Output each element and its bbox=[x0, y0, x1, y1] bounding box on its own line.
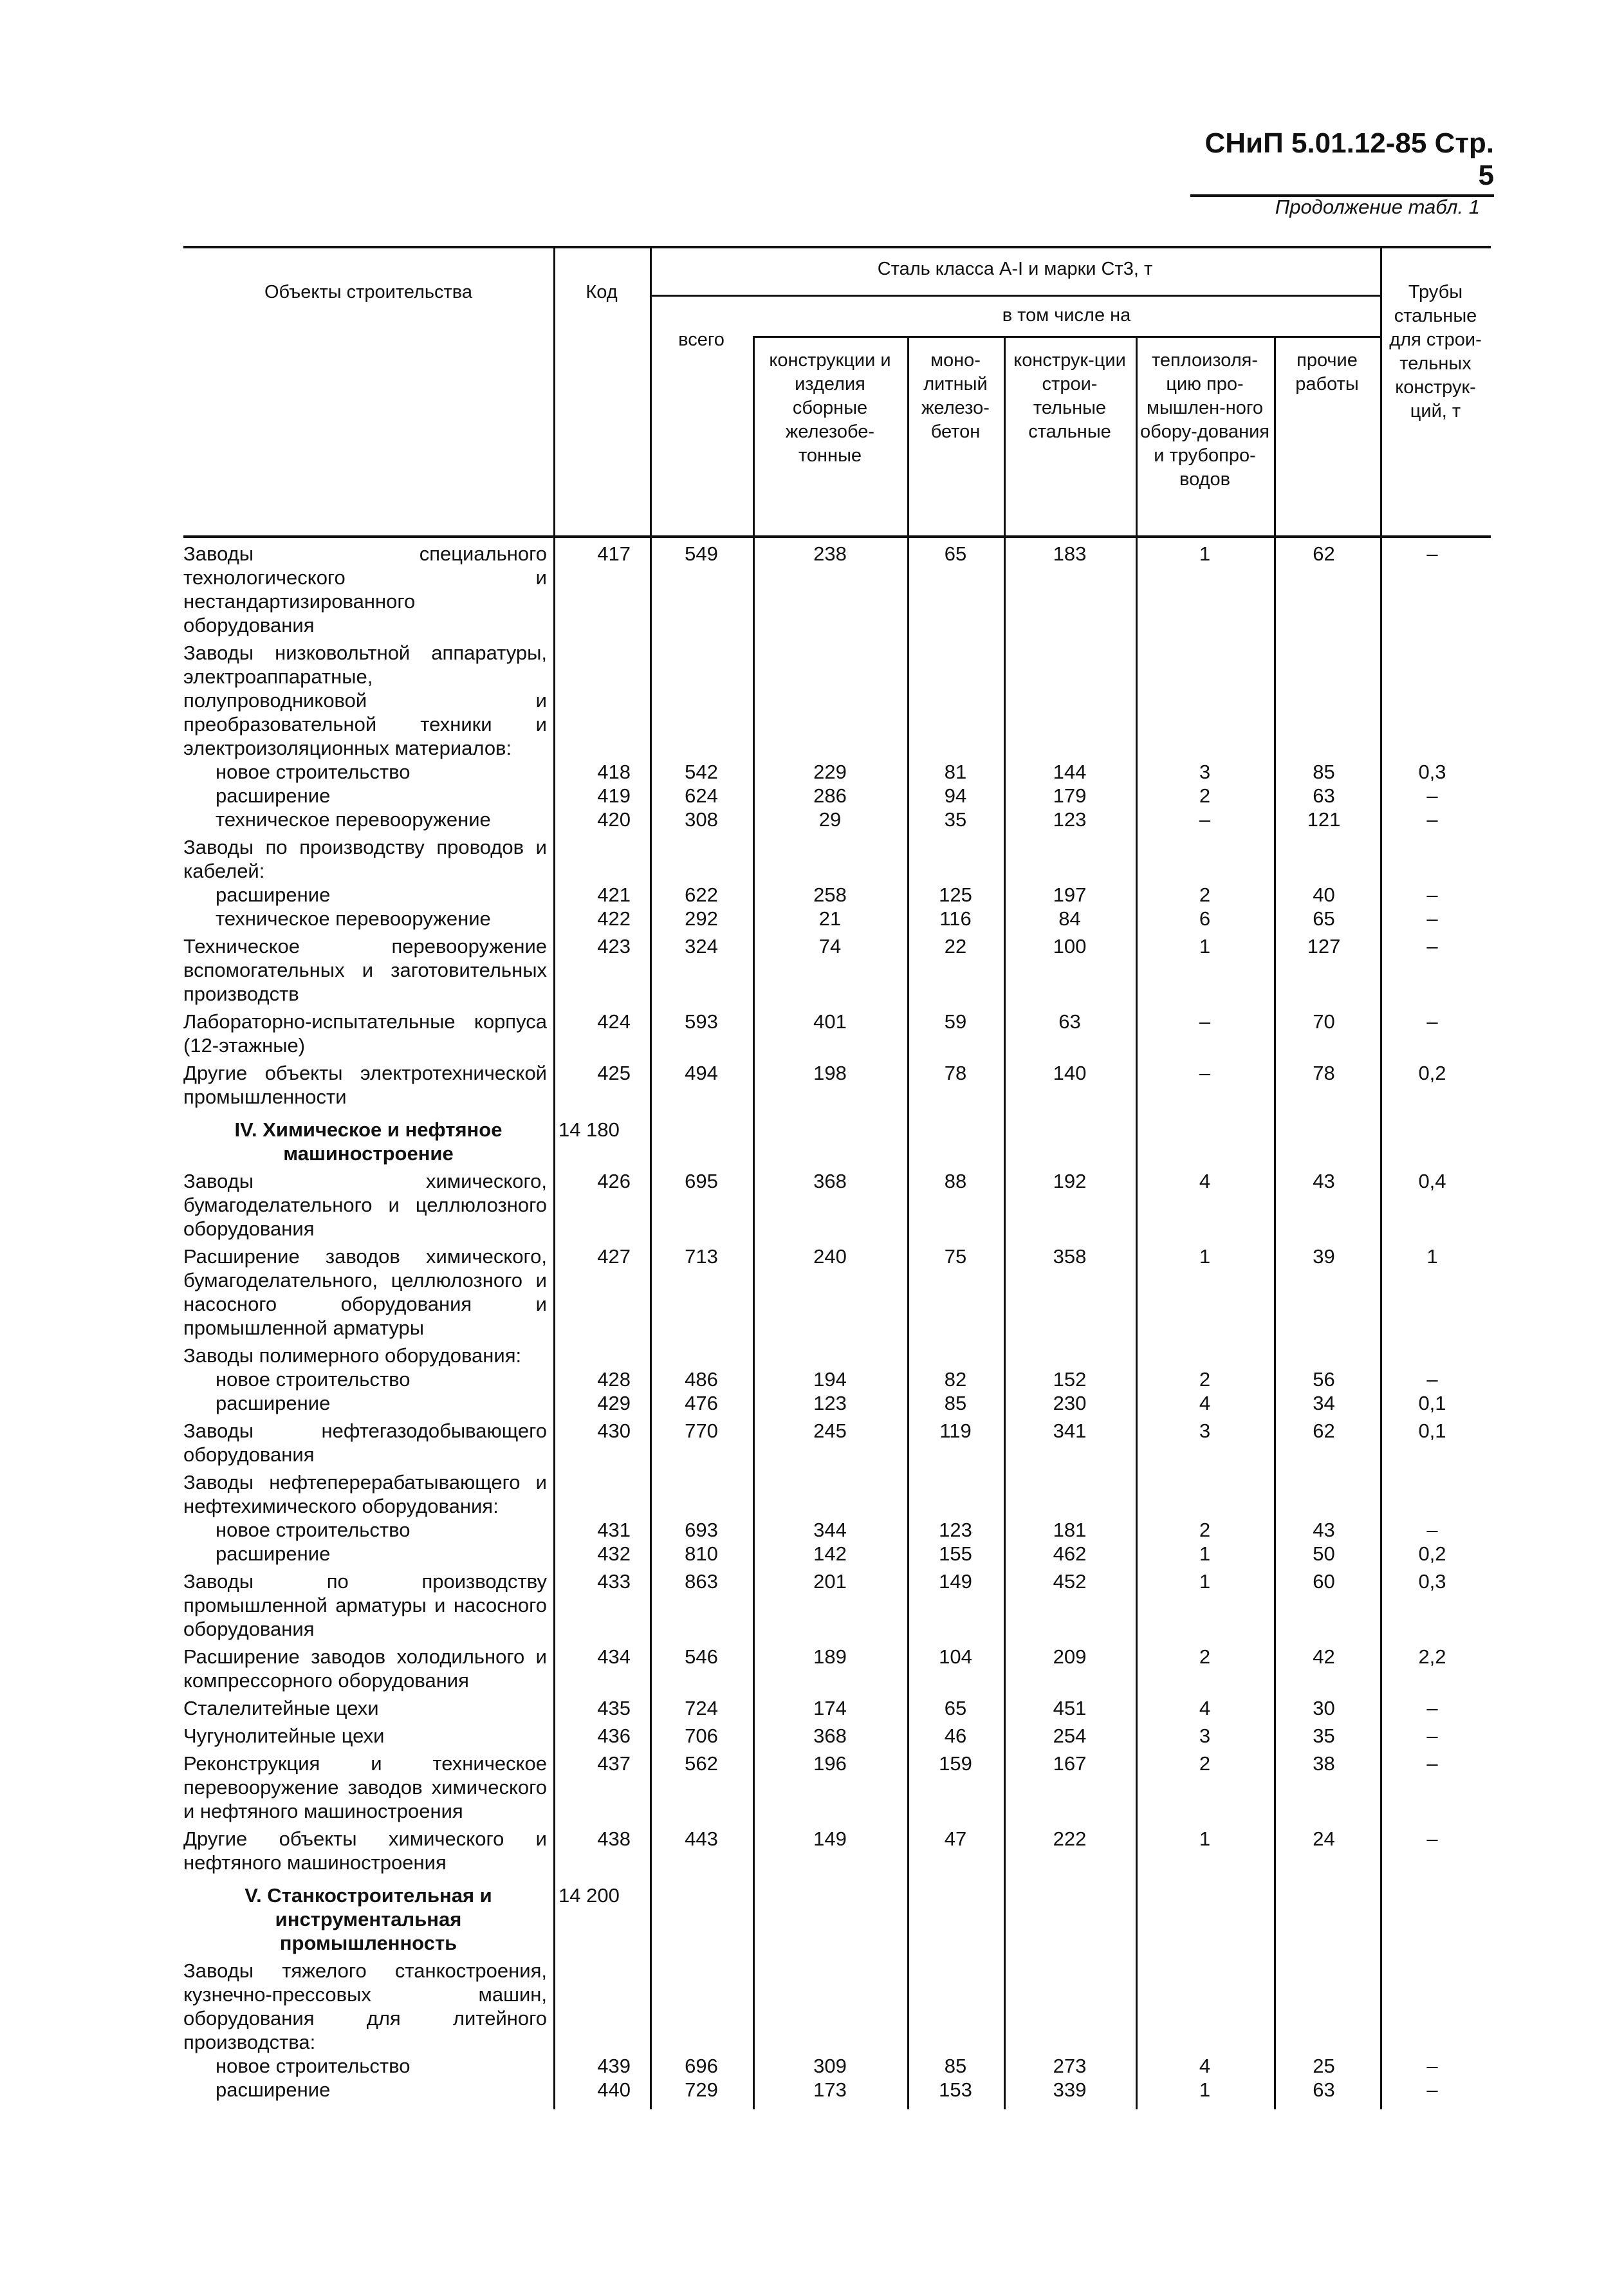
row-name: V. Станкостроительная и инструментальная промышленность bbox=[245, 1884, 492, 1954]
row-insulation: 2 bbox=[1199, 1368, 1211, 1391]
row-code: 436 bbox=[597, 1725, 631, 1747]
row-name: Заводы низковольтной аппаратуры, электроаппаратные, полупроводниковой и преобразовательной техники и электроизоляционных материалов: bbox=[183, 642, 547, 759]
row-name: Другие объекты химического и нефтяного машиностроения bbox=[183, 1827, 547, 1874]
row-insulation: – bbox=[1199, 1010, 1211, 1033]
row-insulation: 1 bbox=[1199, 1245, 1211, 1268]
row-pipes: – bbox=[1426, 884, 1438, 906]
row-pipes: – bbox=[1426, 542, 1438, 565]
row-steel-structures: 230 bbox=[1053, 1392, 1087, 1414]
row-pipes: – bbox=[1426, 784, 1438, 807]
row-steel-structures: 341 bbox=[1053, 1420, 1087, 1442]
row-monolithic: 149 bbox=[939, 1570, 972, 1593]
row-insulation: 2 bbox=[1199, 884, 1211, 906]
steel-group-rule bbox=[650, 295, 1380, 297]
row-other-works: 65 bbox=[1313, 907, 1335, 930]
row-total: 624 bbox=[685, 784, 718, 807]
row-steel-structures: 167 bbox=[1053, 1752, 1087, 1775]
row-monolithic: 155 bbox=[939, 1542, 972, 1565]
row-steel-structures: 197 bbox=[1053, 884, 1087, 906]
row-code: 440 bbox=[597, 2078, 631, 2101]
row-other-works: 30 bbox=[1313, 1697, 1335, 1719]
row-monolithic: 59 bbox=[944, 1010, 967, 1033]
row-precast: 198 bbox=[813, 1062, 847, 1084]
table-row bbox=[183, 1391, 1491, 1415]
row-monolithic: 65 bbox=[944, 1697, 967, 1719]
row-name: техническое перевооружение bbox=[216, 808, 491, 831]
row-name: расширение bbox=[216, 784, 331, 807]
table-row bbox=[183, 1566, 1491, 1641]
row-monolithic: 85 bbox=[944, 2055, 967, 2077]
row-precast: 258 bbox=[813, 884, 847, 906]
row-insulation: 3 bbox=[1199, 1725, 1211, 1747]
row-precast: 74 bbox=[818, 935, 842, 958]
table-row bbox=[183, 784, 1491, 808]
row-pipes: – bbox=[1426, 1752, 1438, 1775]
row-pipes: 1 bbox=[1426, 1245, 1438, 1268]
row-monolithic: 78 bbox=[944, 1062, 967, 1084]
row-pipes: – bbox=[1426, 1697, 1438, 1719]
row-other-works: 60 bbox=[1313, 1570, 1335, 1593]
row-pipes: 0,4 bbox=[1418, 1170, 1446, 1192]
row-total: 324 bbox=[685, 935, 718, 958]
row-total: 810 bbox=[685, 1542, 718, 1565]
row-name: Заводы по производству проводов и кабелей: bbox=[183, 836, 547, 882]
row-code: 421 bbox=[597, 884, 631, 906]
row-other-works: 63 bbox=[1313, 2078, 1335, 2101]
row-total: 706 bbox=[685, 1725, 718, 1747]
row-code: 438 bbox=[597, 1827, 631, 1850]
row-monolithic: 119 bbox=[939, 1420, 972, 1442]
row-total: 549 bbox=[685, 542, 718, 565]
table-row bbox=[183, 1006, 1491, 1057]
row-code: 435 bbox=[597, 1697, 631, 1719]
row-steel-structures: 179 bbox=[1053, 784, 1087, 807]
row-code: 431 bbox=[597, 1519, 631, 1541]
table-row bbox=[183, 538, 1491, 637]
table-row bbox=[183, 1955, 1491, 2054]
continuation-label: Продолжение табл. 1 bbox=[1275, 196, 1480, 218]
row-pipes: – bbox=[1426, 1725, 1438, 1747]
row-code: 423 bbox=[597, 935, 631, 958]
row-steel-structures: 181 bbox=[1053, 1519, 1087, 1541]
row-insulation: 4 bbox=[1199, 1170, 1211, 1192]
row-steel-structures: 100 bbox=[1053, 935, 1087, 958]
row-name: Техническое перевооружение вспомогательных и заготовительных производств bbox=[183, 935, 547, 1005]
row-monolithic: 85 bbox=[944, 1392, 967, 1414]
row-total: 770 bbox=[685, 1420, 718, 1442]
row-pipes: – bbox=[1426, 1519, 1438, 1541]
row-insulation: – bbox=[1199, 1062, 1211, 1084]
row-name: Другие объекты электротехнической промышленности bbox=[183, 1062, 547, 1108]
row-precast: 368 bbox=[813, 1725, 847, 1747]
table-row bbox=[183, 907, 1491, 930]
table-row bbox=[183, 1241, 1491, 1340]
table-row bbox=[183, 1057, 1491, 1109]
row-precast: 201 bbox=[813, 1570, 847, 1593]
row-other-works: 43 bbox=[1313, 1519, 1335, 1541]
row-insulation: 4 bbox=[1199, 1697, 1211, 1719]
row-code: 420 bbox=[597, 808, 631, 831]
header-objects: Объекты строительства bbox=[264, 282, 473, 302]
row-precast: 173 bbox=[813, 2078, 847, 2101]
row-precast: 142 bbox=[813, 1542, 847, 1565]
row-other-works: 62 bbox=[1313, 542, 1335, 565]
header-insulation: теплоизоля-цию про-мышлен-ного обору-дования и трубопро-водов bbox=[1140, 350, 1269, 490]
row-monolithic: 125 bbox=[939, 884, 972, 906]
row-steel-structures: 339 bbox=[1053, 2078, 1087, 2101]
row-monolithic: 81 bbox=[944, 761, 967, 783]
row-insulation: 1 bbox=[1199, 935, 1211, 958]
row-monolithic: 65 bbox=[944, 542, 967, 565]
table-row bbox=[183, 1823, 1491, 1874]
table-header bbox=[183, 246, 1491, 538]
row-name: новое строительство bbox=[216, 1519, 411, 1541]
row-name: Реконструкция и техническое перевооружение заводов химического и нефтяного машиностроения bbox=[183, 1752, 547, 1822]
row-code: 419 bbox=[597, 784, 631, 807]
row-code: 14 180 bbox=[558, 1118, 620, 1141]
row-pipes: 0,1 bbox=[1418, 1420, 1446, 1442]
row-name: новое строительство bbox=[216, 2055, 411, 2077]
row-monolithic: 47 bbox=[944, 1827, 967, 1850]
row-steel-structures: 209 bbox=[1053, 1645, 1087, 1668]
row-steel-structures: 183 bbox=[1053, 542, 1087, 565]
row-total: 693 bbox=[685, 1519, 718, 1541]
table-row bbox=[183, 760, 1491, 784]
header-steel-structures: конструк-ции строи-тельные стальные bbox=[1013, 350, 1126, 442]
row-total: 593 bbox=[685, 1010, 718, 1033]
row-name: расширение bbox=[216, 2078, 331, 2101]
row-pipes: – bbox=[1426, 1827, 1438, 1850]
row-pipes: 2,2 bbox=[1418, 1645, 1446, 1668]
table-row bbox=[183, 1641, 1491, 1692]
header-steel-group: Сталь класса A-I и марки Ст3, т bbox=[877, 259, 1153, 279]
row-code: 417 bbox=[597, 542, 631, 565]
header-precast: конструкции и изделия сборные железобе-тонные bbox=[769, 350, 891, 466]
row-other-works: 121 bbox=[1307, 808, 1341, 831]
header-pipes: Трубы стальные для строи-тельных конструк-ций, т bbox=[1389, 282, 1482, 421]
row-steel-structures: 254 bbox=[1053, 1725, 1087, 1747]
row-name: IV. Химическое и нефтяное машиностроение bbox=[234, 1118, 503, 1165]
row-precast: 194 bbox=[813, 1368, 847, 1391]
header-other-works: прочие работы bbox=[1295, 350, 1359, 394]
row-monolithic: 153 bbox=[939, 2078, 972, 2101]
row-total: 308 bbox=[685, 808, 718, 831]
row-name: новое строительство bbox=[216, 761, 411, 783]
row-steel-structures: 462 bbox=[1053, 1542, 1087, 1565]
table-row bbox=[183, 1748, 1491, 1823]
row-other-works: 127 bbox=[1307, 935, 1341, 958]
row-code: 429 bbox=[597, 1392, 631, 1414]
row-insulation: 2 bbox=[1199, 1519, 1211, 1541]
row-code: 427 bbox=[597, 1245, 631, 1268]
row-steel-structures: 451 bbox=[1053, 1697, 1087, 1719]
row-pipes: 0,2 bbox=[1418, 1062, 1446, 1084]
row-monolithic: 116 bbox=[939, 907, 972, 930]
row-pipes: 0,3 bbox=[1418, 1570, 1446, 1593]
row-steel-structures: 152 bbox=[1053, 1368, 1087, 1391]
row-other-works: 40 bbox=[1313, 884, 1335, 906]
row-insulation: 2 bbox=[1199, 1752, 1211, 1775]
row-other-works: 38 bbox=[1313, 1752, 1335, 1775]
row-code: 432 bbox=[597, 1542, 631, 1565]
table-body bbox=[183, 538, 1491, 2102]
row-precast: 21 bbox=[818, 907, 842, 930]
row-other-works: 50 bbox=[1313, 1542, 1335, 1565]
row-other-works: 78 bbox=[1313, 1062, 1335, 1084]
row-insulation: 1 bbox=[1199, 1827, 1211, 1850]
row-monolithic: 94 bbox=[944, 784, 967, 807]
row-other-works: 70 bbox=[1313, 1010, 1335, 1033]
row-monolithic: 22 bbox=[944, 935, 967, 958]
row-name: расширение bbox=[216, 884, 331, 906]
row-insulation: 2 bbox=[1199, 784, 1211, 807]
row-pipes: – bbox=[1426, 808, 1438, 831]
row-code: 439 bbox=[597, 2055, 631, 2077]
table-row bbox=[183, 1692, 1491, 1720]
table-row bbox=[183, 883, 1491, 907]
row-monolithic: 46 bbox=[944, 1725, 967, 1747]
row-precast: 149 bbox=[813, 1827, 847, 1850]
row-monolithic: 35 bbox=[944, 808, 967, 831]
row-insulation: 1 bbox=[1199, 542, 1211, 565]
row-steel-structures: 84 bbox=[1058, 907, 1081, 930]
row-precast: 286 bbox=[813, 784, 847, 807]
row-name: техническое перевооружение bbox=[216, 907, 491, 930]
row-other-works: 62 bbox=[1313, 1420, 1335, 1442]
row-steel-structures: 222 bbox=[1053, 1827, 1087, 1850]
row-insulation: 6 bbox=[1199, 907, 1211, 930]
row-monolithic: 82 bbox=[944, 1368, 967, 1391]
row-total: 443 bbox=[685, 1827, 718, 1850]
table-row bbox=[183, 637, 1491, 760]
including-rule bbox=[753, 336, 1380, 338]
row-code: 433 bbox=[597, 1570, 631, 1593]
row-pipes: – bbox=[1426, 1368, 1438, 1391]
table-row bbox=[183, 930, 1491, 1006]
row-other-works: 34 bbox=[1313, 1392, 1335, 1414]
header-monolithic: моно-литный железо-бетон bbox=[921, 350, 990, 442]
row-code: 424 bbox=[597, 1010, 631, 1033]
row-name: Лабораторно-испытательные корпуса (12-этажные) bbox=[183, 1010, 547, 1057]
row-total: 724 bbox=[685, 1697, 718, 1719]
row-insulation: 1 bbox=[1199, 1542, 1211, 1565]
row-name: новое строительство bbox=[216, 1368, 411, 1391]
row-total: 695 bbox=[685, 1170, 718, 1192]
table-row bbox=[183, 1367, 1491, 1391]
header-total: всего bbox=[678, 329, 724, 350]
row-name: Чугунолитейные цехи bbox=[183, 1725, 385, 1747]
row-pipes: – bbox=[1426, 1010, 1438, 1033]
row-steel-structures: 144 bbox=[1053, 761, 1087, 783]
row-insulation: 4 bbox=[1199, 1392, 1211, 1414]
table-row bbox=[183, 1109, 1491, 1165]
row-steel-structures: 192 bbox=[1053, 1170, 1087, 1192]
row-name: расширение bbox=[216, 1392, 331, 1414]
table-row bbox=[183, 1720, 1491, 1748]
row-monolithic: 159 bbox=[939, 1752, 972, 1775]
row-name: расширение bbox=[216, 1542, 331, 1565]
row-pipes: – bbox=[1426, 2078, 1438, 2101]
row-pipes: – bbox=[1426, 935, 1438, 958]
row-name: Заводы нефтеперерабатывающего и нефтехимического оборудования: bbox=[183, 1471, 547, 1517]
row-monolithic: 104 bbox=[939, 1645, 972, 1668]
row-insulation: 3 bbox=[1199, 1420, 1211, 1442]
table-row bbox=[183, 1874, 1491, 1955]
row-name: Сталелитейные цехи bbox=[183, 1697, 379, 1719]
row-total: 542 bbox=[685, 761, 718, 783]
row-total: 476 bbox=[685, 1392, 718, 1414]
row-steel-structures: 273 bbox=[1053, 2055, 1087, 2077]
row-total: 729 bbox=[685, 2078, 718, 2101]
row-code: 422 bbox=[597, 907, 631, 930]
table-row bbox=[183, 808, 1491, 831]
row-code: 430 bbox=[597, 1420, 631, 1442]
row-precast: 29 bbox=[818, 808, 842, 831]
row-precast: 174 bbox=[813, 1697, 847, 1719]
row-name: Расширение заводов холодильного и компрессорного оборудования bbox=[183, 1645, 547, 1692]
table-top-rule bbox=[183, 246, 1491, 248]
row-precast: 245 bbox=[813, 1420, 847, 1442]
row-steel-structures: 452 bbox=[1053, 1570, 1087, 1593]
row-total: 622 bbox=[685, 884, 718, 906]
row-code: 425 bbox=[597, 1062, 631, 1084]
row-insulation: 2 bbox=[1199, 1645, 1211, 1668]
row-total: 713 bbox=[685, 1245, 718, 1268]
row-code: 434 bbox=[597, 1645, 631, 1668]
row-total: 494 bbox=[685, 1062, 718, 1084]
table-row bbox=[183, 1340, 1491, 1367]
row-insulation: 3 bbox=[1199, 761, 1211, 783]
row-name: Заводы по производству промышленной арматуры и насосного оборудования bbox=[183, 1570, 547, 1640]
row-code: 426 bbox=[597, 1170, 631, 1192]
row-steel-structures: 140 bbox=[1053, 1062, 1087, 1084]
table-row bbox=[183, 1415, 1491, 1466]
row-total: 546 bbox=[685, 1645, 718, 1668]
row-precast: 309 bbox=[813, 2055, 847, 2077]
row-steel-structures: 358 bbox=[1053, 1245, 1087, 1268]
row-other-works: 56 bbox=[1313, 1368, 1335, 1391]
row-other-works: 42 bbox=[1313, 1645, 1335, 1668]
row-monolithic: 88 bbox=[944, 1170, 967, 1192]
row-total: 562 bbox=[685, 1752, 718, 1775]
row-name: Заводы специального технологического и нестандартизированного оборудования bbox=[183, 542, 547, 636]
row-name: Заводы нефтегазодобывающего оборудования bbox=[183, 1420, 547, 1466]
row-name: Заводы тяжелого станкостроения, кузнечно-прессовых машин, оборудования для литейного производства: bbox=[183, 1959, 547, 2053]
row-pipes: 0,3 bbox=[1418, 761, 1446, 783]
row-other-works: 43 bbox=[1313, 1170, 1335, 1192]
row-pipes: – bbox=[1426, 907, 1438, 930]
row-precast: 123 bbox=[813, 1392, 847, 1414]
row-insulation: – bbox=[1199, 808, 1211, 831]
row-total: 696 bbox=[685, 2055, 718, 2077]
row-total: 486 bbox=[685, 1368, 718, 1391]
row-steel-structures: 63 bbox=[1058, 1010, 1081, 1033]
row-name: Заводы полимерного оборудования: bbox=[183, 1344, 522, 1367]
row-insulation: 4 bbox=[1199, 2055, 1211, 2077]
row-code: 437 bbox=[597, 1752, 631, 1775]
row-total: 863 bbox=[685, 1570, 718, 1593]
row-precast: 229 bbox=[813, 761, 847, 783]
row-other-works: 85 bbox=[1313, 761, 1335, 783]
header-including: в том числе на bbox=[1002, 305, 1131, 326]
row-other-works: 63 bbox=[1313, 784, 1335, 807]
table-row bbox=[183, 1466, 1491, 1518]
row-name: Расширение заводов химического, бумагоделательного, целлюлозного и насосного оборудования и промышленной арматуры bbox=[183, 1245, 547, 1339]
table-row bbox=[183, 1165, 1491, 1241]
row-insulation: 1 bbox=[1199, 2078, 1211, 2101]
table-row bbox=[183, 1542, 1491, 1566]
table-row bbox=[183, 831, 1491, 883]
row-insulation: 1 bbox=[1199, 1570, 1211, 1593]
row-other-works: 24 bbox=[1313, 1827, 1335, 1850]
row-monolithic: 75 bbox=[944, 1245, 967, 1268]
row-precast: 240 bbox=[813, 1245, 847, 1268]
table-row bbox=[183, 2078, 1491, 2102]
page-header: СНиП 5.01.12-85 Стр. 5 bbox=[1190, 127, 1494, 197]
row-precast: 189 bbox=[813, 1645, 847, 1668]
row-code: 418 bbox=[597, 761, 631, 783]
row-steel-structures: 123 bbox=[1053, 808, 1087, 831]
table-row bbox=[183, 1518, 1491, 1542]
row-precast: 238 bbox=[813, 542, 847, 565]
row-code: 428 bbox=[597, 1368, 631, 1391]
row-pipes: – bbox=[1426, 2055, 1438, 2077]
row-precast: 401 bbox=[813, 1010, 847, 1033]
row-name: Заводы химического, бумагоделательного и целлюлозного оборудования bbox=[183, 1170, 547, 1240]
row-other-works: 25 bbox=[1313, 2055, 1335, 2077]
header-code: Код bbox=[586, 282, 618, 302]
row-other-works: 39 bbox=[1313, 1245, 1335, 1268]
row-other-works: 35 bbox=[1313, 1725, 1335, 1747]
row-total: 292 bbox=[685, 907, 718, 930]
row-pipes: 0,2 bbox=[1418, 1542, 1446, 1565]
row-monolithic: 123 bbox=[939, 1519, 972, 1541]
row-precast: 196 bbox=[813, 1752, 847, 1775]
table-row bbox=[183, 2054, 1491, 2078]
row-code: 14 200 bbox=[558, 1884, 620, 1907]
row-pipes: 0,1 bbox=[1418, 1392, 1446, 1414]
row-precast: 344 bbox=[813, 1519, 847, 1541]
row-precast: 368 bbox=[813, 1170, 847, 1192]
